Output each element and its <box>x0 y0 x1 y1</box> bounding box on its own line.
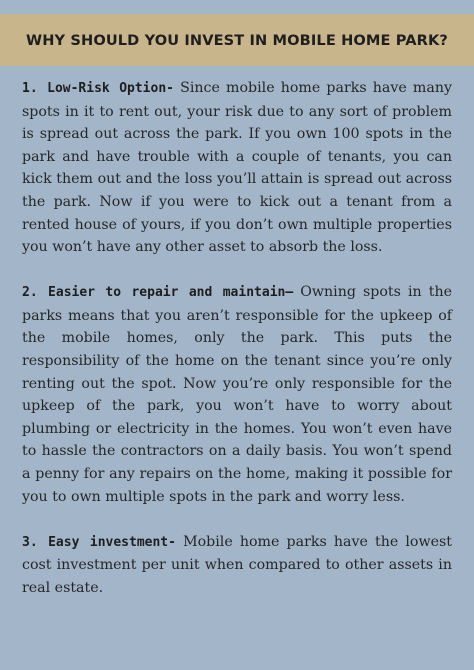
point-text: Mobile home parks have the lowest cost investment per unit when compared to other assets in real estate. <box>22 533 452 596</box>
point-heading: 1. Low-Risk Option- <box>22 81 174 96</box>
point-heading: 2. Easier to repair and maintain– <box>22 285 294 301</box>
point-text: Since mobile home parks have many spots in it to rent out, your risk due to any sort of problem is spread out across the park. If you own 100 spots in the park and have trouble with a couple of tenants, you can kick them out and the loss you’ll attain is spread out across the park. Now if you were to kick out a tenant from a rented house of yours, if you don’t own multiple properties you won’t have any other asset to absorb the loss. <box>22 80 452 256</box>
header-banner <box>0 14 474 66</box>
point-text: Owning spots in the parks means that you aren’t responsible for the upkeep of the mobile homes, only the park. This puts the responsibility of the home on the tenant since you’re only renting out the spot. Now you’re only responsible for the upkeep of the park, you won’t have to worry about plumbing or electricity in the homes. You won’t even have to hassle the contractors on a daily basis. You won’t spend a penny for any repairs on the home, making it possible for you to own multiple spots in the park and worry less. <box>22 284 452 505</box>
point-heading: 3. Easy investment- <box>22 534 176 550</box>
point-easy-investment <box>22 531 452 600</box>
page-title: WHY SHOULD YOU INVEST IN MOBILE HOME PARK? <box>26 31 448 49</box>
point-low-risk <box>22 77 452 259</box>
article-body <box>22 77 452 622</box>
point-repair-maintain <box>22 281 452 508</box>
